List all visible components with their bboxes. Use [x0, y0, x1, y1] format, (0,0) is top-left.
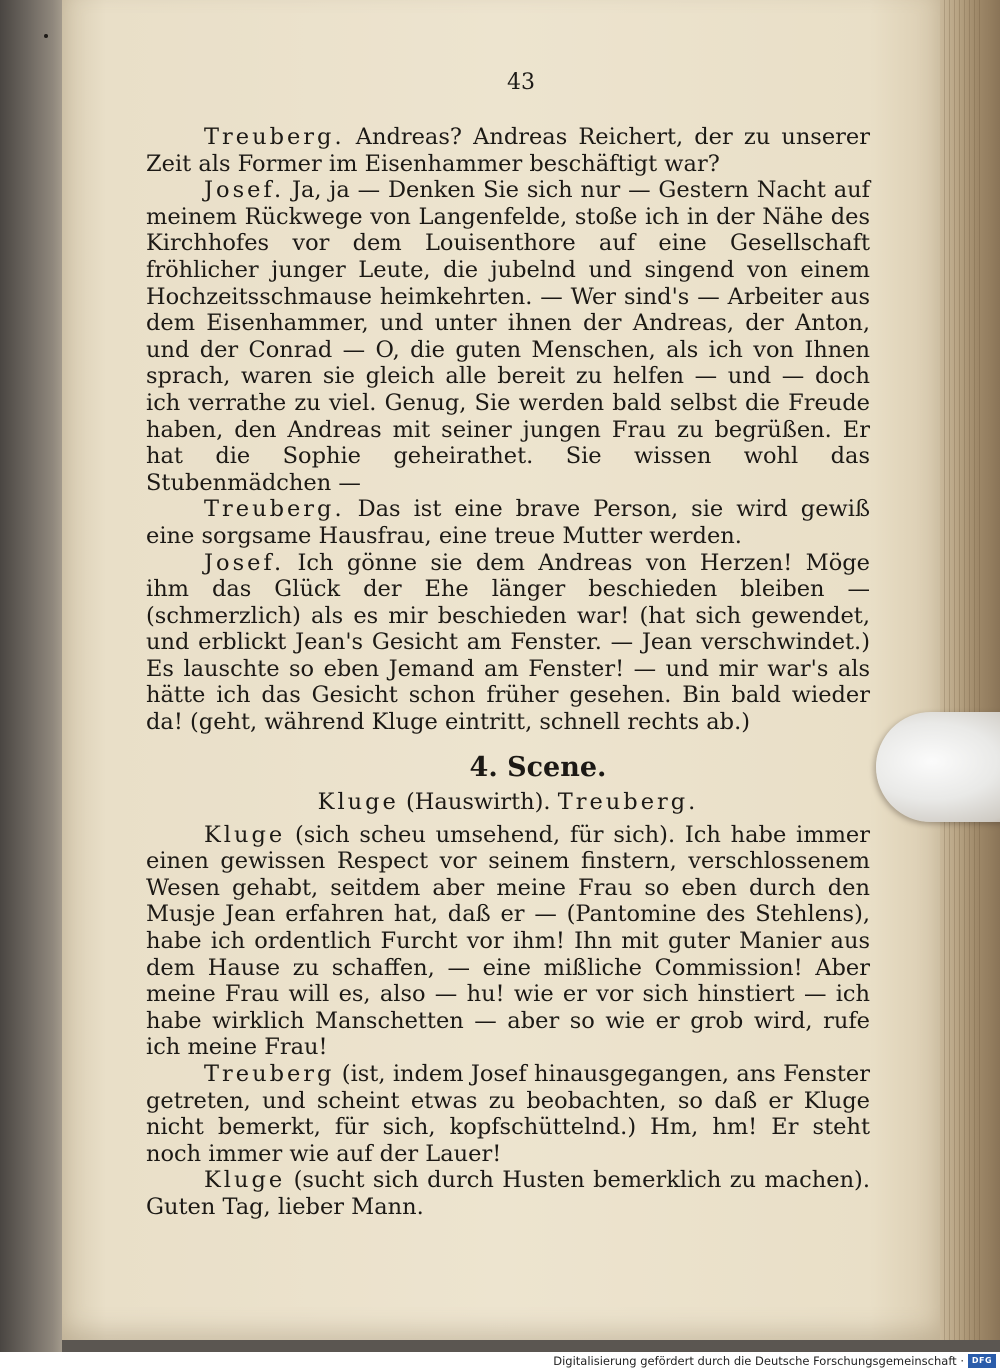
paragraph — [146, 496, 870, 549]
page-stack-lines — [944, 0, 984, 1340]
book-binding — [0, 0, 62, 1371]
paragraph-text: (sucht sich durch Husten bemerklich zu machen). Guten Tag, lieber Mann. — [146, 1167, 870, 1220]
speaker-name: Josef. — [204, 549, 285, 576]
speaker-name: Kluge — [204, 821, 286, 848]
page-glare — [876, 712, 1000, 822]
cast-speaker: Kluge — [317, 788, 399, 815]
paragraph-text: (sich scheu umsehend, für sich). Ich habe immer einen gewissen Respect vor seinem finstern, verschlossenem Wesen gehabt, seitdem aber meine Frau so eben durch den Musje Jean erfahren hat, daß er — (Pantomine des Stehlens), habe ich ordentlich Furcht vor ihm! Ihn mit guter Manier aus dem Hause zu schaffen, — eine mißliche Commission! Aber meine Frau will es, also — hu! wie er vor sich hinstiert — ich habe wirklich Manschetten — aber so wie er grob wird, rufe ich meine Frau! — [146, 821, 870, 1061]
paragraph — [146, 1167, 870, 1220]
paragraph — [146, 177, 870, 496]
cast-note: (Hauswirth). — [398, 788, 558, 815]
speaker-name: Treuberg — [204, 1061, 335, 1087]
page-number: 43 — [507, 70, 535, 95]
binding-mark — [44, 34, 48, 38]
scene-cast — [146, 788, 870, 816]
paragraph-text: Das ist eine brave Person, sie wird gewiß eine sorgsame Hausfrau, eine treue Mutter werden. — [146, 496, 870, 549]
dfg-logo-icon: DFG — [968, 1354, 996, 1368]
paragraph-text: Ich gönne sie dem Andreas von Herzen! Möge ihm das Glück der Ehe länger beschieden bleiben — (schmerzlich) als es mir beschieden war! (hat sich gewendet, und erblickt Jean's Gesicht am Fenster. — Jean verschwindet.) Es lauschte so eben Jemand am Fenster! — und mir war's als hätte ich das Gesicht schon früher gesehen. Bin bald wieder da! (geht, während Kluge eintritt, schnell rechts ab.) — [146, 549, 870, 736]
paragraph-text: Ja, ja — Denken Sie sich nur — Gestern Nacht auf meinem Rückwege von Langenfelde, stoße ich in der Nähe des Kirchhofes vor dem Louisenthore auf eine Gesellschaft fröhlicher junger Leute, die jubelnd und singend von einem Hochzeitsschmause heimkehrten. — Wer sind's — Arbeiter aus dem Eisenhammer, und unter ihnen der Andreas, der Anton, und der Conrad — O, die guten Menschen, als ich von Ihnen sprach, waren sie gleich alle bereit zu helfen — und — doch ich verrathe zu viel. Genug, Sie werden bald selbst die Freude haben, den Andreas mit seiner jungen Frau zu begrüßen. Er hat die Sophie geheirathet. Sie wissen wohl das Stubenmädchen — — [146, 177, 870, 496]
paragraph — [146, 124, 870, 177]
cast-speaker: Treuberg. — [557, 788, 699, 815]
paragraph-text: (ist, indem Josef hinausgegangen, ans Fenster getreten, und scheint etwas zu beobachten, so daß er Kluge nicht bemerkt, für sich, kopfschüttelnd.) Hm, hm! Er steht noch immer wie auf der Lauer! — [146, 1061, 870, 1167]
speaker-name: Treuberg. — [204, 496, 345, 523]
page-text — [146, 124, 870, 1221]
paragraph-text: Andreas? Andreas Reichert, der zu unserer Zeit als Former im Eisenhammer beschäftigt war? — [146, 124, 870, 177]
paragraph — [146, 550, 870, 736]
speaker-name: Josef. — [204, 177, 285, 204]
paragraph — [146, 1061, 870, 1167]
speaker-name: Treuberg. — [204, 124, 345, 150]
scene-heading: 4. Scene. — [469, 751, 607, 783]
speaker-name: Kluge — [204, 1167, 286, 1194]
paragraph — [146, 822, 870, 1061]
footer-bar — [0, 1352, 1000, 1371]
funding-credit: Digitalisierung gefördert durch die Deutsche Forschungsgemeinschaft · — [553, 1354, 964, 1368]
